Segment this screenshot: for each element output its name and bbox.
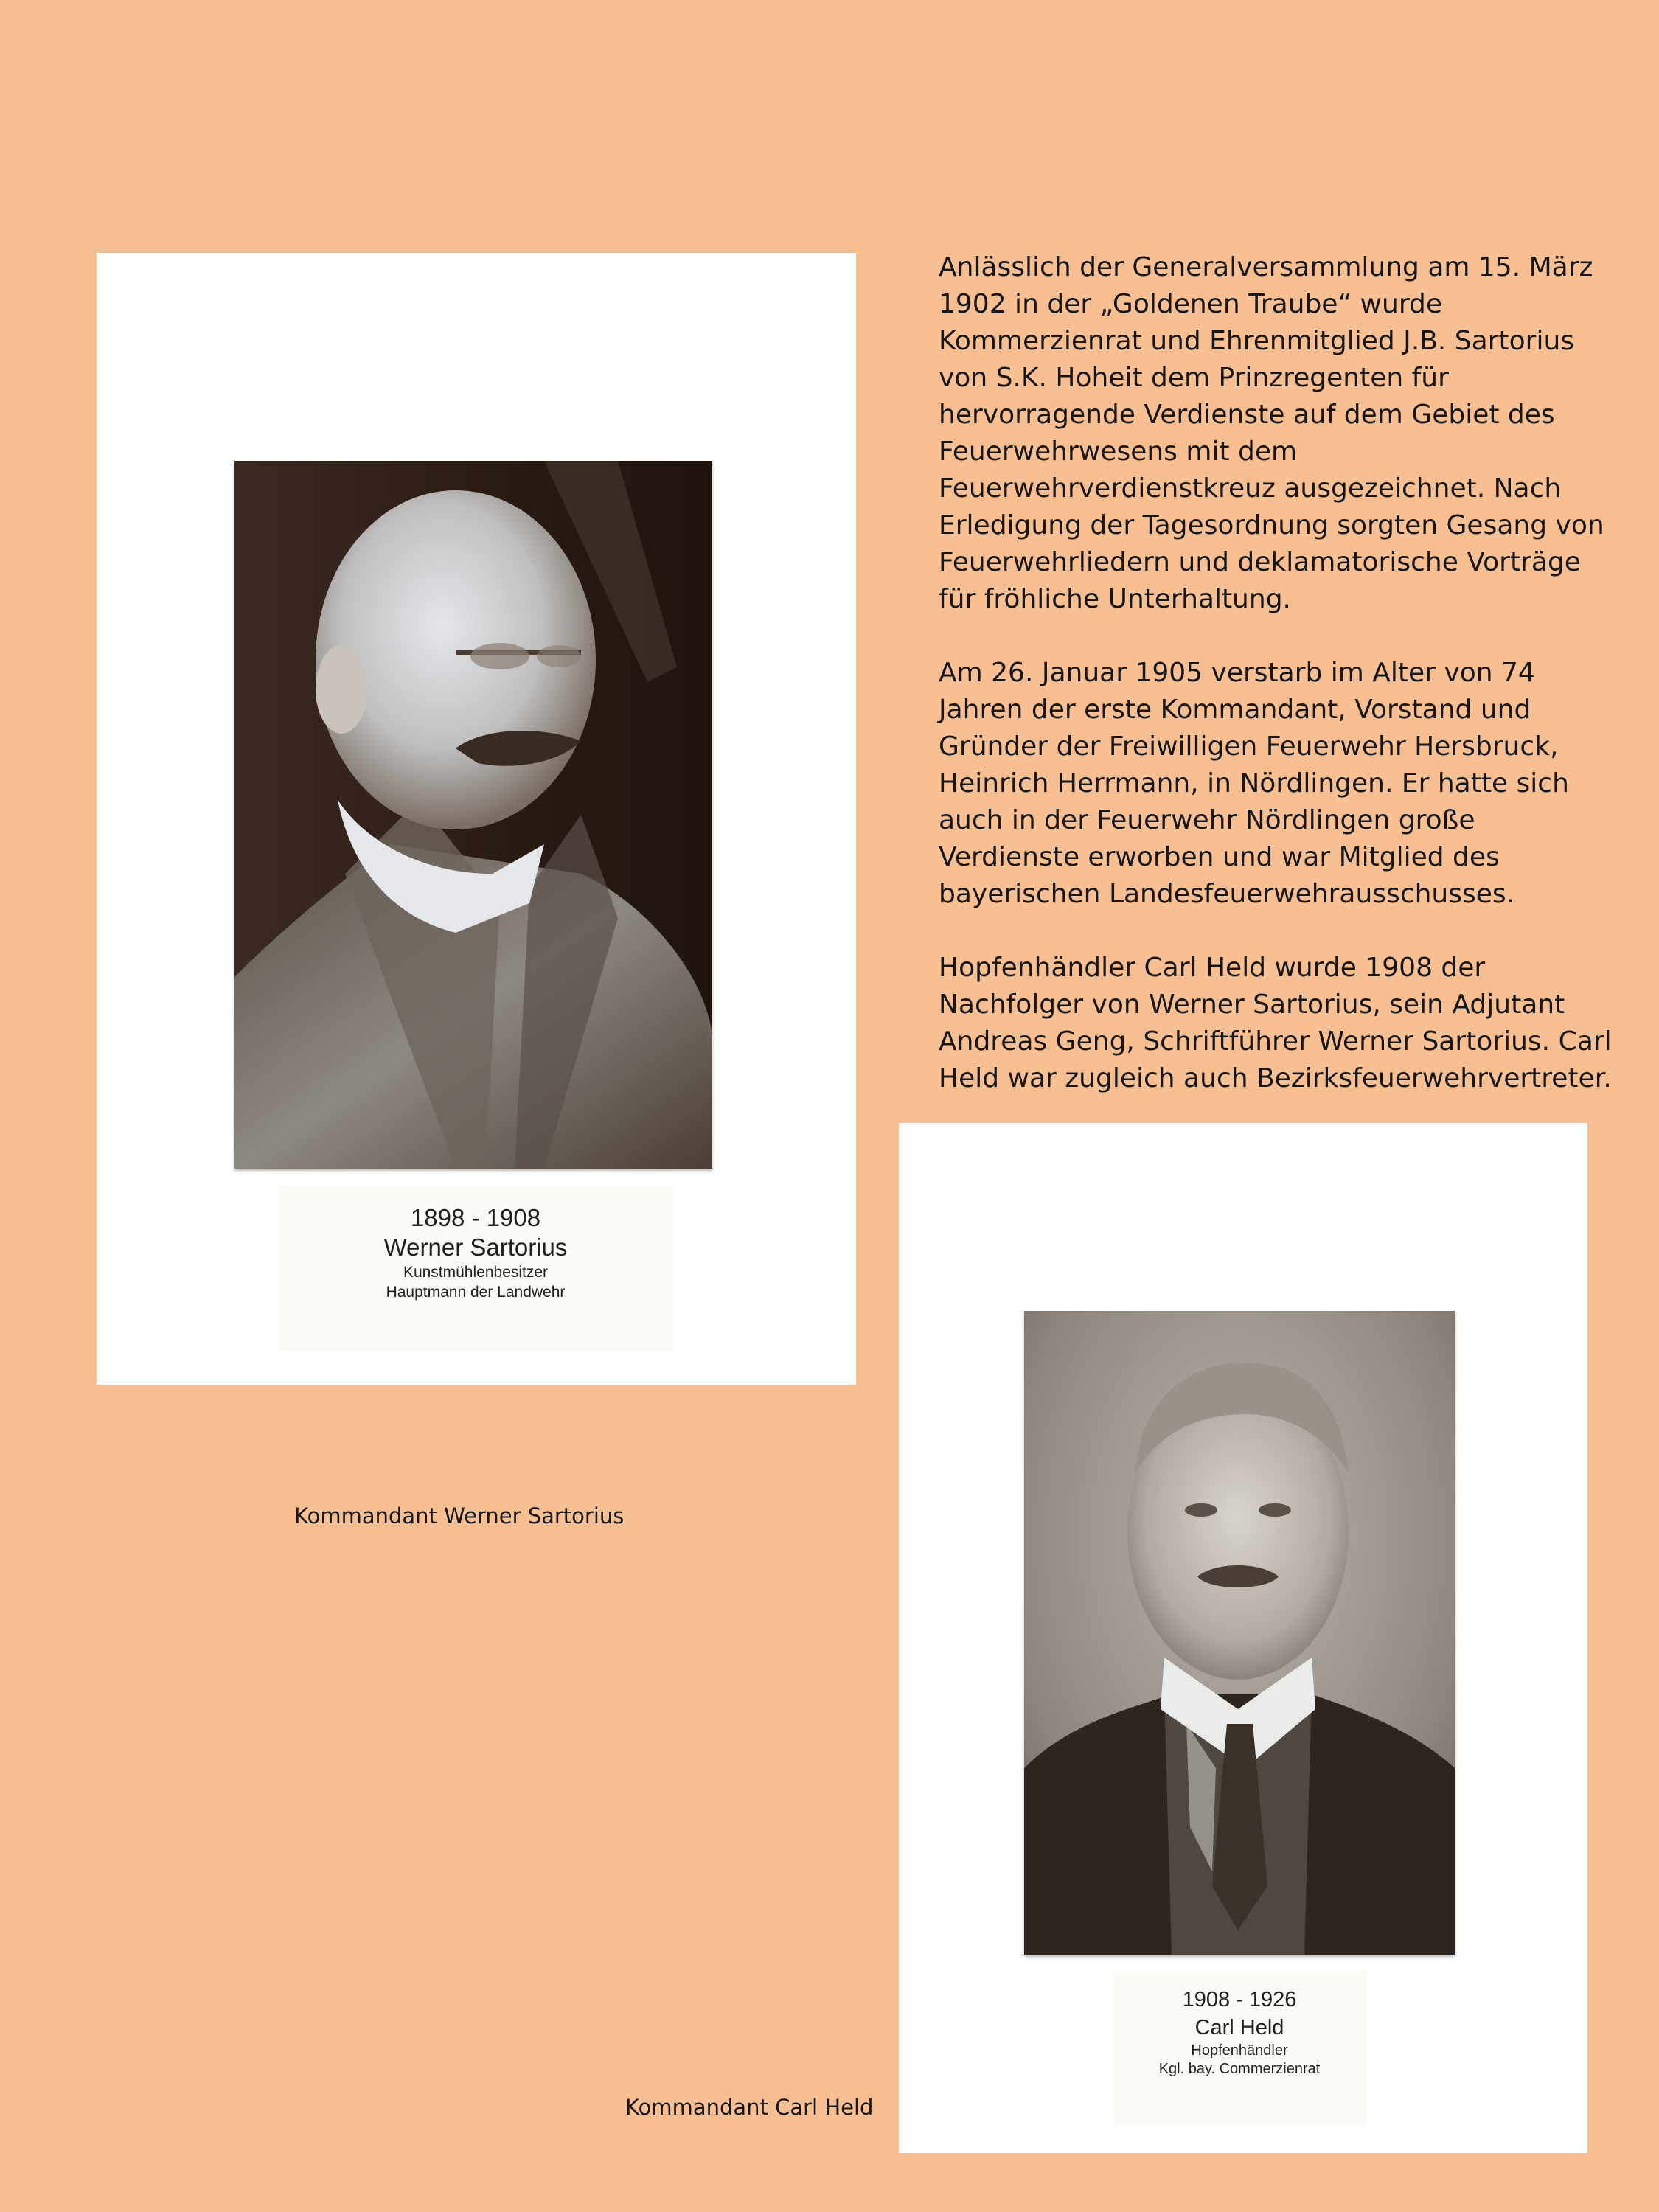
text-line: von S.K. Hoheit dem Prinzregenten für (939, 363, 1449, 393)
paragraph-generalversammlung (939, 249, 1602, 618)
text-line: Jahren der erste Kommandant, Vorstand und (939, 695, 1531, 725)
text-line: Feuerwehrwesens mit dem (939, 437, 1298, 467)
text-line: Kommerzienrat und Ehrenmitglied J.B. Sartorius (939, 326, 1575, 356)
text-line: Andreas Geng, Schriftführer Werner Sartorius. Carl (939, 1026, 1612, 1057)
article-text (939, 249, 1612, 1134)
paragraph-held (939, 950, 1612, 1097)
caption-kommandant-sartorius: Kommandant Werner Sartorius (294, 1503, 625, 1528)
text-line: Anlässlich der Generalversammlung am 15. März (939, 252, 1593, 282)
text-line: 1902 in der „Goldenen Traube“ wurde (939, 289, 1442, 319)
text-line: bayerischen Landesfeuerwehrausschusses. (939, 879, 1515, 909)
plate-occupation: Kunstmühlenbesitzer (403, 1264, 549, 1281)
text-line: Erledigung der Tagesordnung sorgten Gesang von (939, 510, 1604, 540)
photo-card-sartorius (97, 253, 856, 1385)
text-line: hervorragende Verdienste auf dem Gebiet des (939, 400, 1555, 430)
text-line: Feuerwehrverdienstkreuz ausgezeichnet. Nach (939, 473, 1562, 504)
photo-card-held (899, 1123, 1587, 2153)
caption-kommandant-held: Kommandant Carl Held (625, 2095, 874, 2120)
plate-name: Carl Held (1194, 2016, 1284, 2039)
text-line: auch in der Feuerwehr Nördlingen große (939, 805, 1475, 835)
plate-rank: Hauptmann der Landwehr (386, 1284, 566, 1301)
portrait-sartorius-image (234, 461, 712, 1169)
paragraph-herrmann (939, 655, 1602, 913)
plate-years: 1908 - 1926 (1182, 1988, 1297, 2011)
text-line: Held war zugleich auch Bezirksfeuerwehrvertreter. (939, 1063, 1612, 1093)
text-line: Nachfolger von Werner Sartorius, sein Adjutant (939, 990, 1565, 1020)
text-line: Am 26. Januar 1905 verstarb im Alter von 74 (939, 658, 1535, 688)
portrait-held (1024, 1311, 1455, 1955)
plate-title: Kgl. bay. Commerzienrat (1158, 2061, 1321, 2077)
plate-years: 1898 - 1908 (410, 1204, 541, 1231)
text-line: Hopfenhändler Carl Held wurde 1908 der (939, 953, 1486, 983)
text-line: Heinrich Herrmann, in Nördlingen. Er hatte sich (939, 768, 1569, 799)
name-plate-sartorius (278, 1186, 673, 1352)
plate-name: Werner Sartorius (383, 1234, 568, 1261)
text-line: für fröhliche Unterhaltung. (939, 584, 1291, 614)
plate-occupation: Hopfenhändler (1191, 2042, 1288, 2059)
text-line: Feuerwehrliedern und deklamatorische Vorträge (939, 547, 1581, 577)
text-line: Gründer der Freiwilligen Feuerwehr Hersbruck, (939, 731, 1559, 762)
portrait-sartorius (234, 461, 712, 1169)
text-line: Verdienste erworben und war Mitglied des (939, 842, 1500, 872)
name-plate-held (1113, 1971, 1366, 2126)
portrait-held-image (1024, 1311, 1455, 1955)
